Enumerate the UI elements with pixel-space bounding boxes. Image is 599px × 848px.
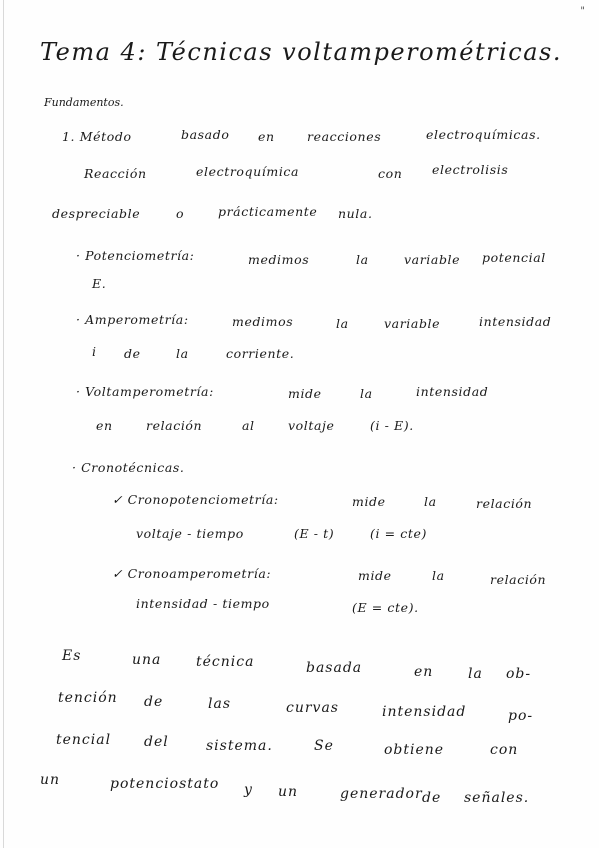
para-1-word: basada [306, 660, 363, 676]
line-3-word: o [176, 206, 185, 221]
line-1-word: 1. Método [62, 129, 132, 144]
line-11-word: mide [352, 494, 386, 509]
line-6-word: intensidad [479, 314, 552, 329]
line-4-word: la [356, 252, 369, 267]
para-4-word: generador [340, 786, 423, 802]
para-4-word: un [40, 772, 61, 788]
line-13-word: ✓ Cronoamperometría: [112, 566, 272, 581]
line-6-word: · Amperometría: [76, 312, 189, 327]
line-6-word: la [336, 316, 349, 331]
line-1-word: en [258, 129, 275, 144]
line-9-word: en [96, 418, 113, 433]
line-7-word: corriente. [226, 346, 295, 361]
para-2-word: intensidad [382, 704, 467, 720]
para-1-word: en [414, 664, 434, 680]
para-2-word: las [208, 696, 232, 712]
para-1-word: la [468, 666, 483, 682]
line-7-word: de [124, 346, 141, 361]
line-2-word: con [378, 166, 403, 181]
line-7-word: la [176, 346, 189, 361]
line-5-word: E. [92, 276, 107, 291]
para-3-word: sistema. [206, 738, 273, 754]
para-3-word: del [144, 734, 169, 750]
line-14-word: intensidad - tiempo [136, 596, 270, 611]
line-2-word: electroquímica [196, 164, 300, 179]
line-14-word: (E = cte). [352, 600, 419, 615]
para-3-word: tencial [56, 732, 112, 748]
line-8-word: mide [288, 386, 322, 401]
section-heading: Fundamentos. [44, 96, 124, 109]
line-9-word: (i - E). [370, 418, 414, 433]
line-9-word: relación [146, 418, 203, 433]
line-3-word: nula. [338, 206, 373, 221]
line-9-word: voltaje [288, 418, 335, 433]
line-6-word: medimos [232, 314, 294, 329]
para-4-word: potenciostato [110, 776, 220, 792]
line-2-word: electrolisis [432, 162, 509, 177]
line-8-word: intensidad [416, 384, 489, 399]
para-1-word: ob- [506, 666, 532, 682]
line-6-word: variable [384, 316, 441, 331]
line-11-word: relación [476, 496, 533, 511]
line-11-word: la [424, 494, 437, 509]
line-13-word: relación [490, 572, 547, 587]
line-12-word: (i = cte) [370, 526, 427, 541]
para-3-word: obtiene [384, 742, 445, 758]
para-2-word: po- [508, 708, 534, 724]
para-4-word: y [244, 782, 253, 798]
para-1-word: técnica [196, 654, 255, 670]
para-2-word: de [144, 694, 164, 710]
page-title: Tema 4: Técnicas voltamperométricas. [40, 38, 562, 66]
para-2-word: curvas [286, 700, 339, 716]
line-11-word: ✓ Cronopotenciometría: [112, 492, 279, 507]
para-4-word: señales. [464, 790, 530, 806]
para-4-word: de [422, 790, 442, 806]
line-13-word: la [432, 568, 445, 583]
line-4-word: potencial [482, 250, 546, 265]
line-12-word: (E - t) [294, 526, 335, 541]
para-1-word: una [132, 652, 162, 668]
para-3-word: Se [314, 738, 334, 754]
line-12-word: voltaje - tiempo [136, 526, 244, 541]
line-3-word: prácticamente [218, 204, 318, 219]
corner-mark: " [580, 6, 585, 17]
para-3-word: con [490, 742, 519, 758]
line-8-word: · Voltamperometría: [76, 384, 214, 399]
para-2-word: tención [58, 690, 118, 706]
line-4-word: variable [404, 252, 461, 267]
line-9-word: al [242, 418, 255, 433]
para-4-word: un [278, 784, 299, 800]
page-edge-line [3, 0, 4, 848]
line-2-word: Reacción [84, 166, 147, 181]
line-4-word: medimos [248, 252, 310, 267]
line-4-word: · Potenciometría: [76, 248, 195, 263]
line-3-word: despreciable [52, 206, 141, 221]
para-1-word: Es [62, 648, 82, 664]
line-1-word: basado [181, 127, 230, 142]
line-7-word: i [92, 344, 97, 359]
line-8-word: la [360, 386, 373, 401]
line-1-word: reacciones [307, 129, 382, 144]
line-1-word: electroquímicas. [426, 127, 541, 142]
line-13-word: mide [358, 568, 392, 583]
line-10-word: · Cronotécnicas. [72, 460, 185, 475]
